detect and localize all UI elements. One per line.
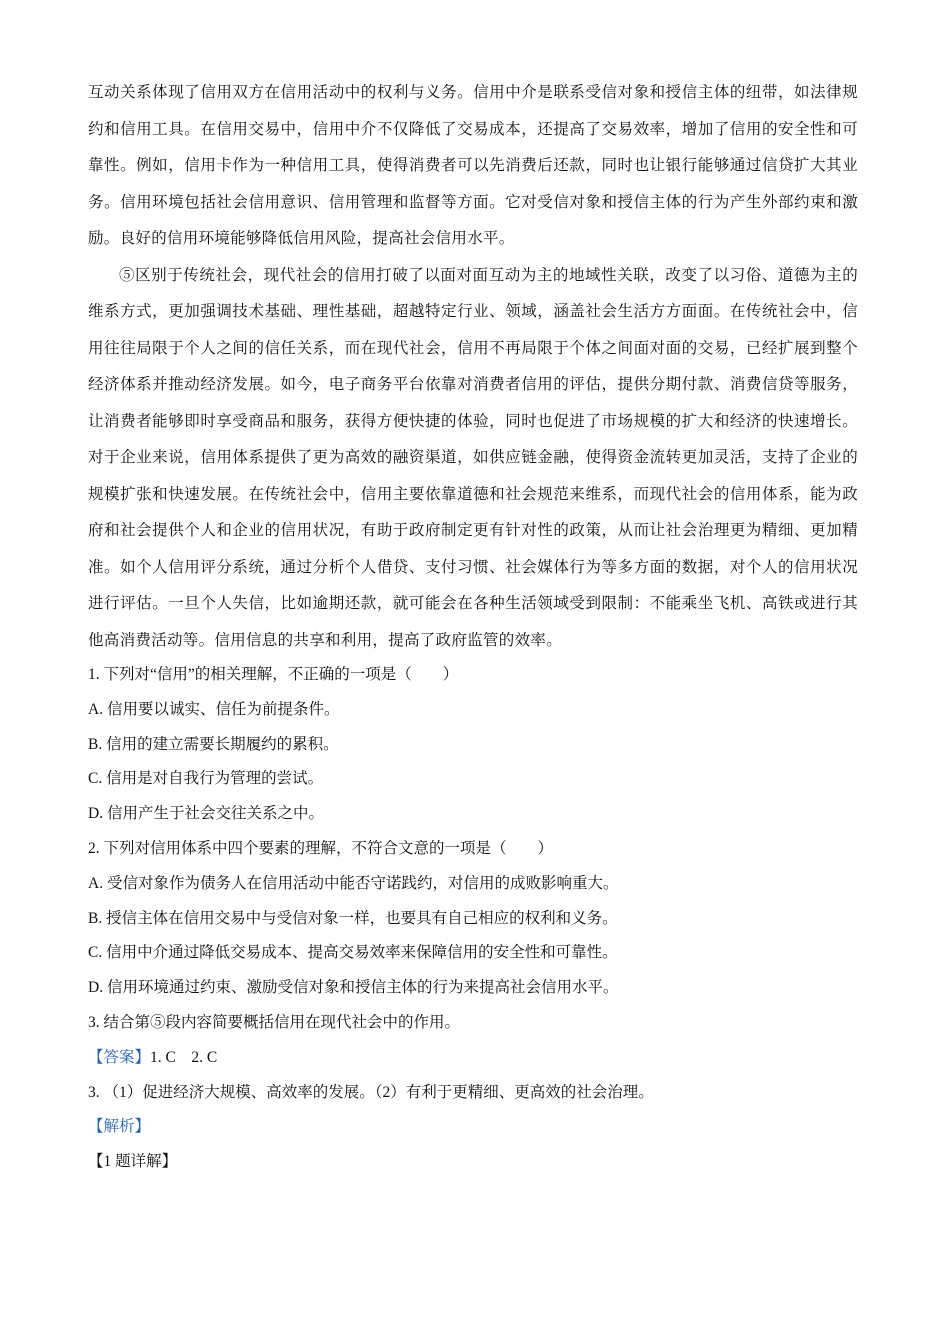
question-1 (88, 658, 858, 832)
analysis-tag: 【解析】 (88, 1118, 151, 1136)
question-1-option-b: B. 信用的建立需要长期履约的累积。 (88, 735, 339, 753)
question-2 (88, 832, 858, 1006)
answer-text: 1. C 2. C (150, 1048, 218, 1066)
analysis-line (88, 1110, 858, 1145)
analysis-detail-heading: 【1 题详解】 (88, 1153, 178, 1171)
paragraph-4-continued: 互动关系体现了信用双方在信用活动中的权利与义务。信用中介是联系受信对象和授信主体的纽带，如法律规约和信用工具。在信用交易中，信用中介不仅降低了交易成本，还提高了交易效率，增加了信用的安全性和可靠性。例如，信用卡作为一种信用工具，使得消费者可以先消费后还款，同时也让银行能够通过信贷扩大其业务。信用环境包括社会信用意识、信用管理和监督等方面。它对受信对象和授信主体的行为产生外部约束和激励。良好的信用环境能够降低信用风险，提高社会信用水平。 (88, 83, 858, 247)
question-3 (88, 1006, 858, 1041)
answer-tag: 【答案】 (88, 1048, 151, 1066)
answer-section (88, 1041, 858, 1111)
question-1-stem: 1. 下列对“信用”的相关理解，不正确的一项是（ ） (88, 666, 459, 683)
answer-line (88, 1041, 858, 1076)
question-2-option-c: C. 信用中介通过降低交易成本、提高交易效率来保障信用的安全性和可靠性。 (88, 944, 618, 962)
question-3-stem: 3. 结合第⑤段内容简要概括信用在现代社会中的作用。 (88, 1013, 461, 1031)
question-2-option-a: A. 受信对象作为债务人在信用活动中能否守诺践约，对信用的成败影响重大。 (88, 874, 619, 892)
question-1-option-c: C. 信用是对自我行为管理的尝试。 (88, 770, 324, 788)
paragraph-5: ⑤区别于传统社会，现代社会的信用打破了以面对面互动为主的地域性关联，改变了以习俗、道德为主的维系方式，更加强调技术基础、理性基础，超越特定行业、领域，涵盖社会生活方方面面。在传统社会中，信用往往局限于个人之间的信任关系，而在现代社会，信用不再局限于个体之间面对面的交易，已经扩展到整个经济体系并推动经济发展。如今，电子商务平台依靠对消费者信用的评估，提供分期付款、消费信贷等服务，让消费者能够即时享受商品和服务，获得方便快捷的体验，同时也促进了市场规模的扩大和经济的快速增长。对于企业来说，信用体系提供了更为高效的融资渠道，如供应链金融，使得资金流转更加灵活，支持了企业的规模扩张和快速发展。在传统社会中，信用主要依靠道德和社会规范来维系，而现代社会的信用体系，能为政府和社会提供个人和企业的信用状况，有助于政府制定更有针对性的政策，从而让社会治理更为精细、更加精准。如个人信用评分系统，通过分析个人借贷、支付习惯、社会媒体行为等多方面的数据，对个人的信用状况进行评估。一旦个人失信，比如逾期还款，就可能会在各种生活领域受到限制：不能乘坐飞机、高铁或进行其他高消费活动等。信用信息的共享和利用，提高了政府监管的效率。 (88, 265, 858, 649)
document-page (88, 74, 858, 1180)
answer-q3: 3. （1）促进经济大规模、高效率的发展。（2）有利于更精细、更高效的社会治理。 (88, 1083, 654, 1101)
question-2-option-b: B. 授信主体在信用交易中与受信对象一样，也要具有自己相应的权利和义务。 (88, 909, 618, 927)
question-1-option-d: D. 信用产生于社会交往关系之中。 (88, 805, 324, 823)
question-1-option-a: A. 信用要以诚实、信任为前提条件。 (88, 700, 340, 718)
question-2-option-d: D. 信用环境通过约束、激励受信对象和授信主体的行为来提高社会信用水平。 (88, 979, 619, 997)
analysis-section (88, 1110, 858, 1180)
question-2-stem: 2. 下列对信用体系中四个要素的理解，不符合文意的一项是（ ） (88, 839, 554, 857)
